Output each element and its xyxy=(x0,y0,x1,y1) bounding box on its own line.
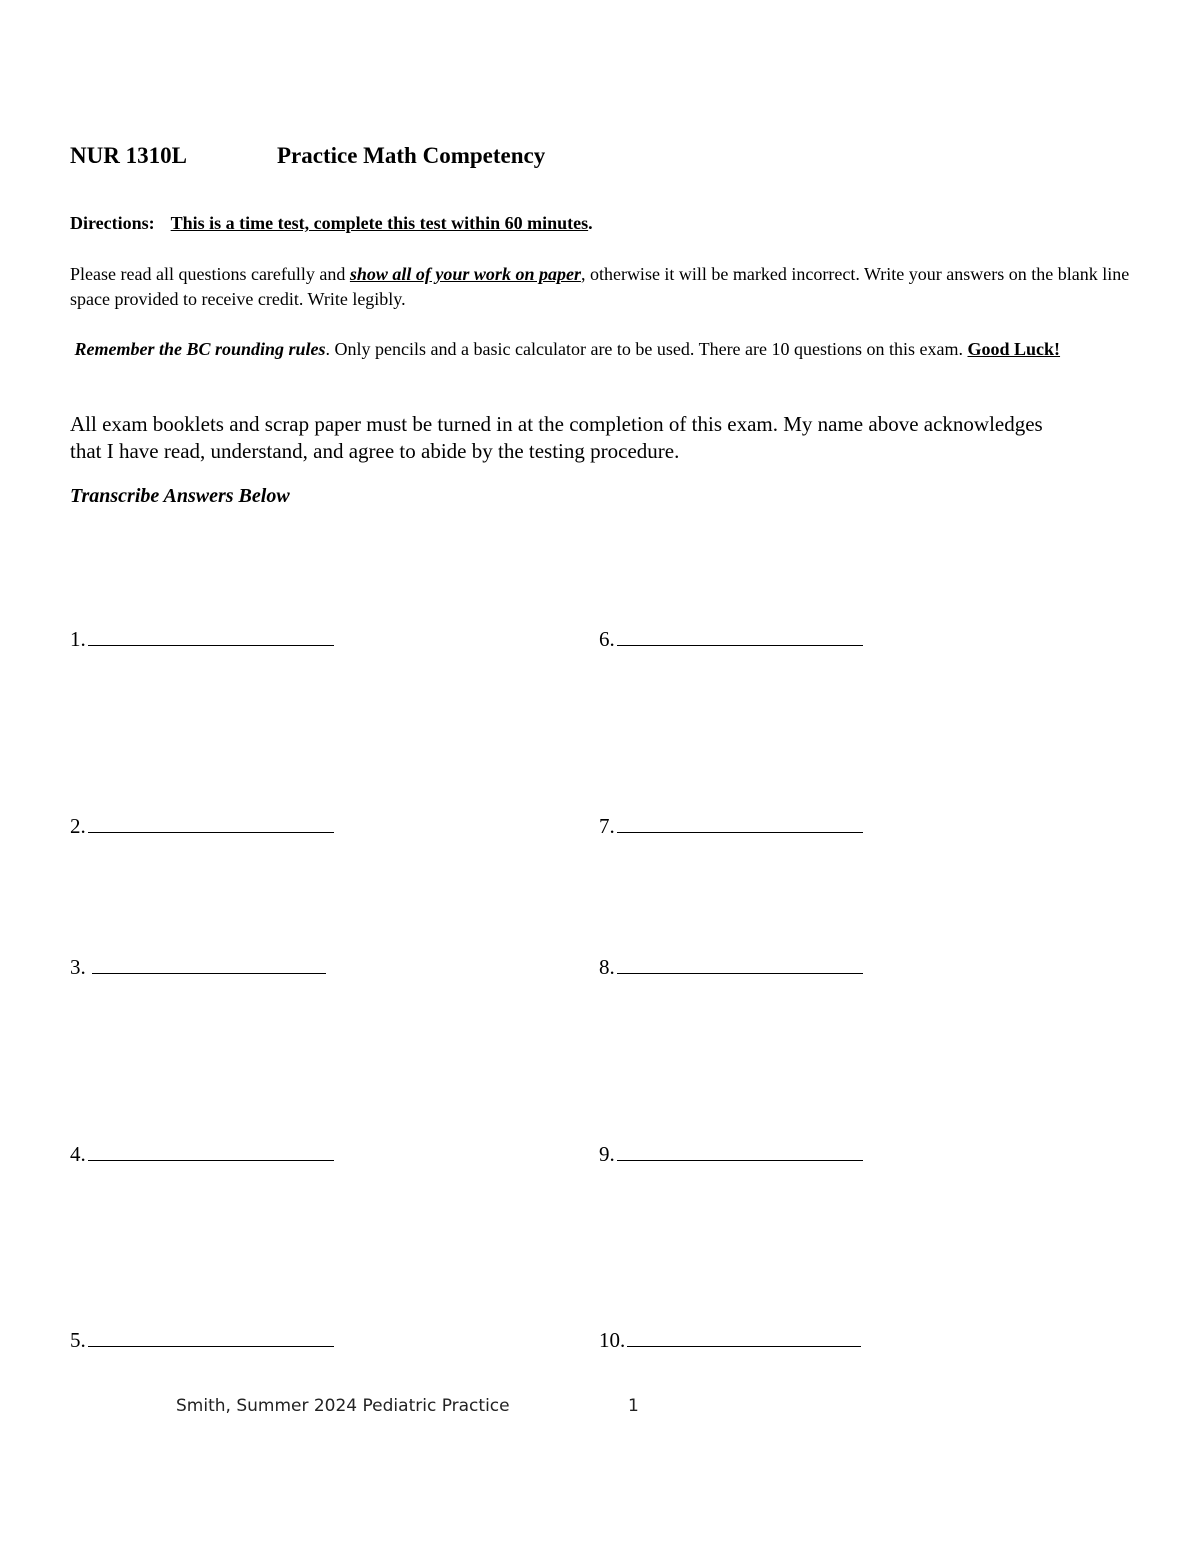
rounding-text: . Only pencils and a basic calculator are to be used. There are 10 questions on this exam. xyxy=(325,339,968,359)
answer-8[interactable] xyxy=(599,955,863,980)
instructions-text-start: Please read all questions carefully and xyxy=(70,264,350,284)
answer-7[interactable] xyxy=(599,814,863,839)
show-work-emphasis: show all of your work on paper xyxy=(349,264,581,284)
answer-blank-line[interactable] xyxy=(88,627,334,646)
answer-number: 7. xyxy=(599,814,615,838)
answer-blank-line[interactable] xyxy=(627,1328,861,1347)
answer-blank-line[interactable] xyxy=(617,1142,863,1161)
rounding-paragraph xyxy=(70,337,1130,362)
footer-text: Smith, Summer 2024 Pediatric Practice xyxy=(176,1396,510,1416)
directions-period: . xyxy=(588,213,593,233)
answer-blank-line[interactable] xyxy=(88,1328,334,1347)
answer-9[interactable] xyxy=(599,1142,863,1167)
answer-3[interactable] xyxy=(70,955,326,980)
answer-number: 10. xyxy=(599,1328,626,1352)
answer-number: 9. xyxy=(599,1142,615,1166)
rounding-rules-emphasis: Remember the BC rounding rules xyxy=(74,339,326,359)
transcribe-heading: Transcribe Answers Below xyxy=(70,485,290,507)
acknowledgement-paragraph: All exam booklets and scrap paper must be turned in at the completion of this exam. My name above acknowledges that I have read, understand, and agree to abide by the testing procedure. xyxy=(70,412,1043,463)
answer-number: 3. xyxy=(70,955,86,979)
answer-number: 8. xyxy=(599,955,615,979)
instructions-text-end: , otherwise it will be marked incorrect. Write your answers on the blank line space provided to receive credit. Write legibly. xyxy=(70,264,1130,309)
answer-6[interactable] xyxy=(599,627,863,652)
answer-5[interactable] xyxy=(70,1328,334,1353)
answer-number: 4. xyxy=(70,1142,86,1166)
answer-number: 1. xyxy=(70,627,86,651)
time-limit-note: This is a time test, complete this test within 60 minutes xyxy=(170,213,589,233)
answer-blank-line[interactable] xyxy=(92,955,326,974)
directions xyxy=(70,213,593,234)
instructions-paragraph xyxy=(70,262,1130,312)
page-number: 1 xyxy=(628,1396,639,1416)
answer-blank-line[interactable] xyxy=(617,814,863,833)
answer-number: 6. xyxy=(599,627,615,651)
good-luck: Good Luck! xyxy=(967,339,1061,359)
answer-2[interactable] xyxy=(70,814,334,839)
answer-blank-line[interactable] xyxy=(617,955,863,974)
answer-blank-line[interactable] xyxy=(617,627,863,646)
page-title: Practice Math Competency xyxy=(277,143,546,168)
answer-number: 5. xyxy=(70,1328,86,1352)
answer-blank-line[interactable] xyxy=(88,1142,334,1161)
answer-number: 2. xyxy=(70,814,86,838)
answer-1[interactable] xyxy=(70,627,334,652)
directions-label: Directions: xyxy=(70,213,155,233)
answer-4[interactable] xyxy=(70,1142,334,1167)
answer-10[interactable] xyxy=(599,1328,861,1353)
answer-blank-line[interactable] xyxy=(88,814,334,833)
course-code: NUR 1310L xyxy=(70,143,187,168)
